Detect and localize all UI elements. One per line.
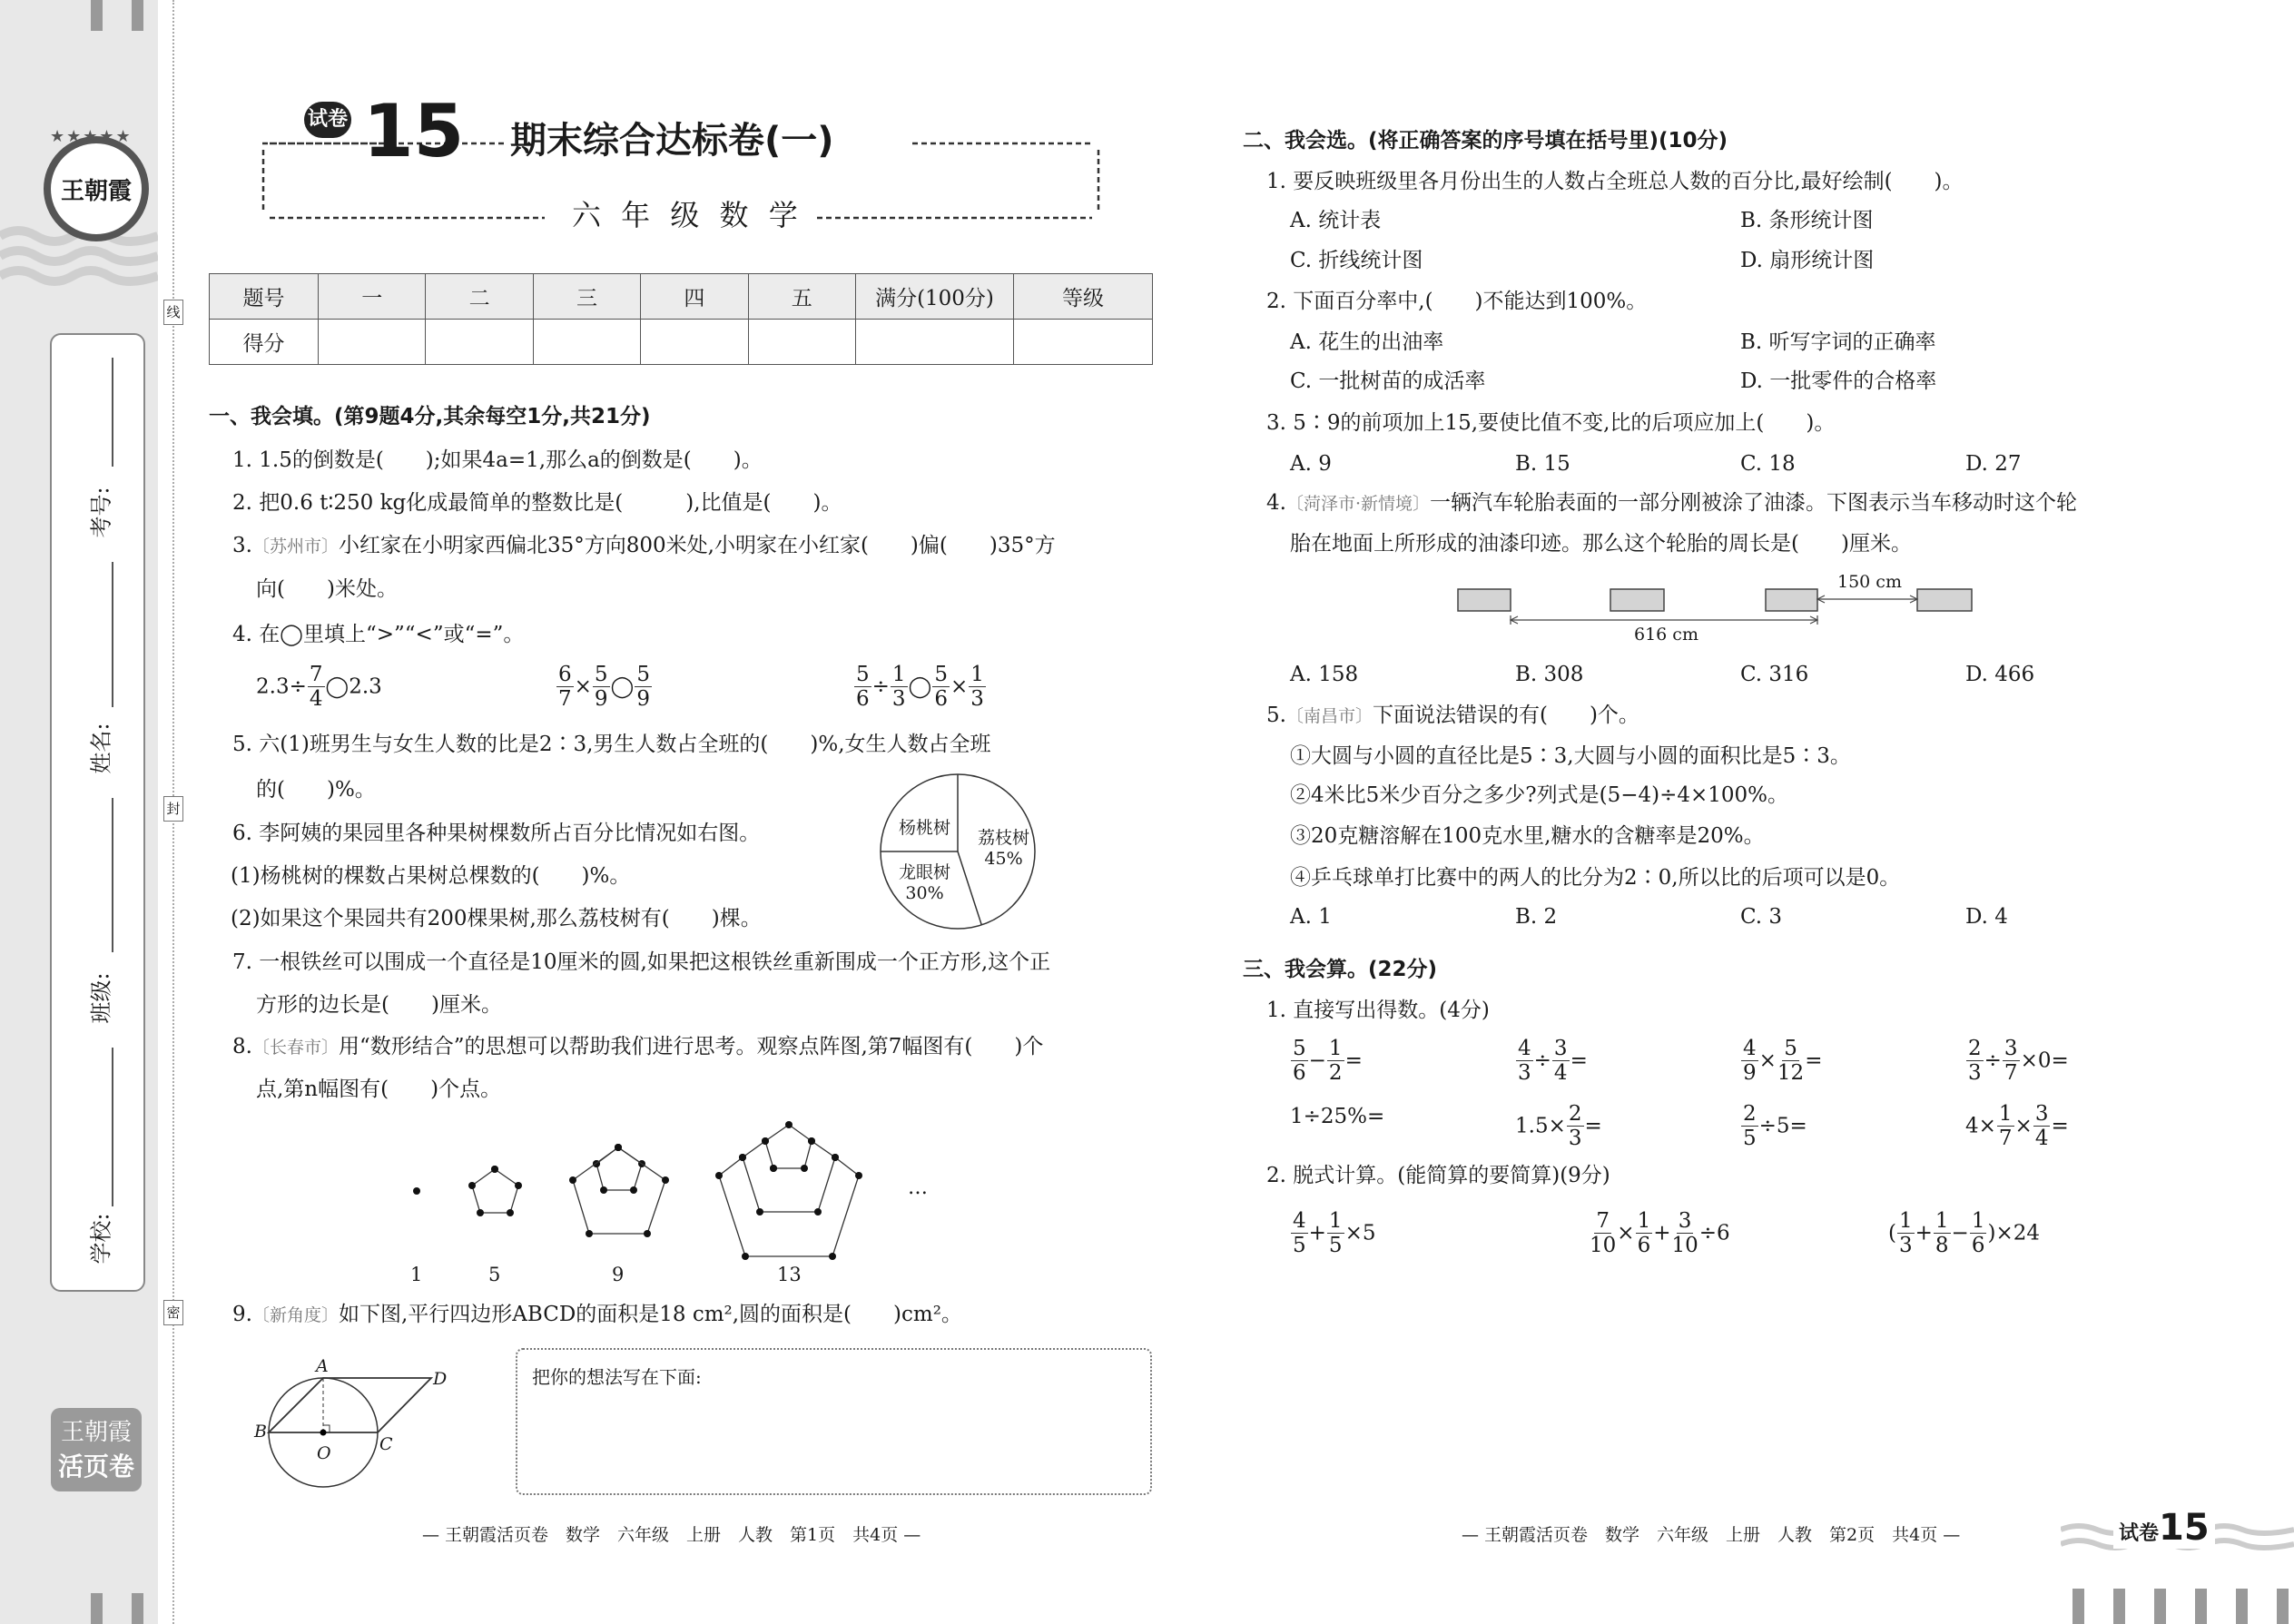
calc-expr bbox=[1515, 1037, 1588, 1085]
fraction bbox=[1590, 1209, 1616, 1257]
denominator: 3 bbox=[1898, 1234, 1913, 1257]
numerator: 7 bbox=[1596, 1209, 1610, 1233]
question-6-sub2: (2)如果这个果园共有200棵果树,那么荔枝树有( )棵。 bbox=[231, 907, 762, 930]
expr-text: ◯ bbox=[610, 674, 635, 699]
numerator: 3 bbox=[2004, 1037, 2018, 1060]
expr-text: = bbox=[1584, 1114, 1602, 1138]
dot-pattern-outline bbox=[765, 1125, 812, 1168]
calc-expr bbox=[1290, 1102, 1384, 1130]
calc-expr bbox=[1740, 1102, 1807, 1150]
numerator: 5 bbox=[1293, 1037, 1306, 1060]
fraction bbox=[1327, 1209, 1344, 1257]
class-field[interactable] bbox=[112, 1048, 113, 1206]
fraction bbox=[1291, 1037, 1308, 1085]
expr-text: )×24 bbox=[1987, 1221, 2040, 1245]
expr-text: = bbox=[2051, 1114, 2069, 1138]
option[interactable]: D. 一批零件的合格率 bbox=[1740, 369, 1937, 393]
numerator: 1 bbox=[1328, 1037, 1343, 1060]
expr-text: − bbox=[1951, 1221, 1969, 1245]
denominator: 4 bbox=[309, 687, 323, 711]
score-cell[interactable] bbox=[856, 320, 1014, 365]
numerator: 4 bbox=[1518, 1037, 1531, 1060]
denominator: 6 bbox=[1971, 1234, 1985, 1257]
numerator: 3 bbox=[1678, 1209, 1692, 1233]
score-cell[interactable] bbox=[748, 320, 855, 365]
numerator: 5 bbox=[856, 663, 870, 686]
question-7: 7. 一根铁丝可以围成一个直径是10厘米的圆,如果把这根铁丝重新围成一个正方形,这个正 bbox=[232, 950, 1051, 974]
expr-text: × bbox=[1617, 1221, 1635, 1245]
fraction bbox=[1777, 1037, 1804, 1085]
figure-label: 5 bbox=[488, 1264, 501, 1285]
expr-text: = bbox=[1344, 1048, 1363, 1073]
dot-pattern-outline bbox=[719, 1157, 859, 1256]
point-label-b: B bbox=[254, 1422, 267, 1442]
choice-question-1: 1. 要反映班级里各月份出生的人数占全班总人数的百分比,最好绘制( )。 bbox=[1266, 170, 1964, 193]
edge-bar bbox=[2113, 1589, 2125, 1624]
fraction bbox=[556, 663, 574, 711]
option[interactable]: A. 158 bbox=[1290, 663, 1359, 686]
fraction bbox=[1291, 1209, 1308, 1257]
dot bbox=[742, 1253, 749, 1260]
denominator: 5 bbox=[1328, 1234, 1343, 1257]
question-4: 4. 在◯里填上“>”“<”或“=”。 bbox=[232, 623, 525, 646]
expr-text: × bbox=[574, 674, 592, 699]
choice-question-4: 4.〔菏泽市·新情境〕一辆汽车轮胎表面的一部分刚被涂了油漆。下图表示当车移动时这个轮 bbox=[1266, 491, 2077, 515]
question-5-cont: 的( )%。 bbox=[256, 778, 376, 802]
numerator: 2 bbox=[1968, 1037, 1982, 1060]
fraction bbox=[2003, 1037, 2020, 1085]
dot bbox=[586, 1230, 593, 1237]
footer-left: — 王朝霞活页卷 数学 六年级 上册 人教 第1页 共4页 — bbox=[422, 1525, 921, 1545]
option[interactable]: D. 4 bbox=[1965, 905, 2008, 929]
calc-expr bbox=[1589, 1209, 1730, 1257]
fraction bbox=[635, 663, 652, 711]
name-label: 姓名: bbox=[89, 722, 114, 774]
dot bbox=[662, 1176, 669, 1184]
score-table bbox=[209, 273, 1153, 365]
option[interactable]: B. 308 bbox=[1515, 663, 1584, 686]
star-icons: ★★★★★ bbox=[50, 127, 133, 146]
dot bbox=[569, 1176, 576, 1184]
dot bbox=[829, 1253, 836, 1260]
option[interactable]: A. 花生的出油率 bbox=[1290, 330, 1444, 354]
paper-number: 15 bbox=[363, 89, 465, 173]
dot bbox=[515, 1182, 522, 1189]
numerator: 1 bbox=[891, 663, 906, 686]
expr-text: ÷ bbox=[871, 674, 890, 699]
figure-label: 9 bbox=[612, 1264, 625, 1285]
table-header: 三 bbox=[533, 274, 640, 320]
fraction bbox=[891, 663, 908, 711]
question-7-cont: 方形的边长是( )厘米。 bbox=[256, 993, 502, 1017]
choice-question-4-cont: 胎在地面上所形成的油漆印迹。那么这个轮胎的周长是( )厘米。 bbox=[1290, 532, 1912, 556]
table-header: 五 bbox=[748, 274, 855, 320]
school-label: 学校: bbox=[89, 1212, 114, 1265]
fraction bbox=[1636, 1209, 1653, 1257]
score-cell[interactable] bbox=[319, 320, 426, 365]
option[interactable]: A. 1 bbox=[1290, 905, 1332, 929]
dot bbox=[808, 1137, 815, 1145]
numerator: 1 bbox=[1971, 1209, 1985, 1233]
expr-text: 1.5× bbox=[1515, 1114, 1566, 1138]
class-label: 班级: bbox=[89, 971, 114, 1024]
table-header: 等级 bbox=[1014, 274, 1153, 320]
pie-label-lychee: 荔枝树 45% bbox=[978, 828, 1030, 869]
dot bbox=[491, 1166, 498, 1173]
question-8-cont: 点,第n幅图有( )个点。 bbox=[256, 1078, 502, 1101]
dot bbox=[413, 1187, 420, 1195]
expr-text: ( bbox=[1888, 1221, 1896, 1245]
statement: ④乒乓球单打比赛中的两人的比分为2∶0,所以比的后项可以是0。 bbox=[1290, 866, 1901, 890]
dot bbox=[644, 1230, 651, 1237]
option[interactable]: D. 466 bbox=[1965, 663, 2035, 686]
dot-pattern-outline bbox=[472, 1169, 518, 1213]
option[interactable]: B. 2 bbox=[1515, 905, 1558, 929]
fraction bbox=[854, 663, 871, 711]
series-logo-bottom: 活页卷 bbox=[57, 1452, 134, 1481]
pie-label-longan: 龙眼树 30% bbox=[899, 862, 951, 903]
option[interactable]: B. 15 bbox=[1515, 452, 1570, 476]
fraction bbox=[1552, 1037, 1570, 1085]
edge-bar bbox=[132, 0, 143, 31]
circle-parallelogram-diagram bbox=[245, 1353, 463, 1498]
choice-question-5: 5.〔南昌市〕下面说法错误的有( )个。 bbox=[1266, 704, 1639, 727]
dot bbox=[832, 1154, 839, 1161]
score-table-header bbox=[210, 274, 1153, 320]
option[interactable]: A. 9 bbox=[1290, 452, 1332, 476]
denominator: 7 bbox=[1998, 1127, 2013, 1150]
dot bbox=[855, 1172, 862, 1179]
dot-pattern-outline bbox=[743, 1141, 835, 1212]
numerator: 5 bbox=[594, 663, 608, 686]
source-tag: 〔长春市〕 bbox=[251, 1038, 339, 1058]
calc-expr bbox=[1740, 1037, 1822, 1085]
point-label-d: D bbox=[433, 1369, 448, 1389]
fraction bbox=[1741, 1037, 1758, 1085]
numerator: 3 bbox=[2034, 1102, 2049, 1126]
statement: ①大圆与小圆的直径比是5∶3,大圆与小圆的面积比是5∶3。 bbox=[1290, 744, 1851, 768]
denominator: 10 bbox=[1671, 1234, 1698, 1257]
section3-title: 三、我会算。(22分) bbox=[1243, 958, 1438, 981]
denominator: 6 bbox=[934, 687, 948, 711]
margin-mark-seal: 封 bbox=[163, 796, 183, 822]
expr-text: + bbox=[1653, 1221, 1671, 1245]
question-6-sub1: (1)杨桃树的棵数占果树总棵数的( )%。 bbox=[231, 864, 631, 888]
option[interactable]: C. 18 bbox=[1740, 452, 1796, 476]
score-row-label: 得分 bbox=[210, 320, 319, 365]
page-subtitle: 六 年 级 数 学 bbox=[563, 196, 812, 234]
fraction bbox=[308, 663, 325, 711]
fraction bbox=[1966, 1037, 1984, 1085]
fraction bbox=[932, 663, 950, 711]
calc-question-1: 1. 直接写出得数。(4分) bbox=[1266, 999, 1490, 1022]
score-cell[interactable] bbox=[1014, 320, 1153, 365]
figure-label: 1 bbox=[410, 1264, 423, 1285]
question-3: 3.〔苏州市〕小红家在小明家西偏北35°方向800米处,小明家在小红家( )偏( )35°方 bbox=[232, 534, 1056, 557]
edge-bar bbox=[2154, 1589, 2166, 1624]
option[interactable]: B. 条形统计图 bbox=[1740, 209, 1874, 232]
point-label-o: O bbox=[317, 1443, 331, 1463]
distance-616: 616 cm bbox=[1634, 625, 1698, 645]
fraction bbox=[1970, 1209, 1987, 1257]
expr-text: ×0= bbox=[2020, 1048, 2069, 1073]
expr-text: − bbox=[1308, 1048, 1326, 1073]
fraction bbox=[2033, 1102, 2051, 1150]
page-title: 期末综合达标卷(一) bbox=[505, 118, 840, 163]
dot bbox=[715, 1172, 723, 1179]
option[interactable]: A. 统计表 bbox=[1290, 209, 1382, 232]
denominator: 5 bbox=[1293, 1234, 1306, 1257]
denominator: 3 bbox=[1968, 1061, 1982, 1085]
numerator: 5 bbox=[1784, 1037, 1797, 1060]
expr-text: ◯ bbox=[908, 674, 932, 699]
ellipsis: … bbox=[908, 1176, 928, 1199]
numerator: 3 bbox=[1553, 1037, 1568, 1060]
denominator: 7 bbox=[2004, 1061, 2018, 1085]
margin-mark-line: 线 bbox=[163, 300, 183, 325]
option[interactable]: B. 听写字词的正确率 bbox=[1740, 330, 1936, 354]
edge-bar bbox=[91, 0, 103, 31]
footer-right: — 王朝霞活页卷 数学 六年级 上册 人教 第2页 共4页 — bbox=[1462, 1525, 1961, 1545]
expr-text: ÷ bbox=[1984, 1048, 2002, 1073]
exam-number-label: 考号: bbox=[89, 486, 114, 538]
option[interactable]: C. 3 bbox=[1740, 905, 1783, 929]
exam-number-field[interactable] bbox=[112, 562, 113, 707]
dot bbox=[468, 1182, 476, 1189]
table-header: 满分(100分) bbox=[856, 274, 1014, 320]
fraction bbox=[1516, 1037, 1533, 1085]
question-3-cont: 向( )米处。 bbox=[256, 577, 398, 601]
edge-bar bbox=[2277, 1589, 2289, 1624]
denominator: 12 bbox=[1777, 1061, 1805, 1085]
score-cell[interactable] bbox=[641, 320, 748, 365]
point-label-c: C bbox=[379, 1434, 393, 1454]
source-tag: 〔菏泽市·新情境〕 bbox=[1285, 494, 1430, 514]
brand-logo-text: 王朝霞 bbox=[60, 177, 132, 205]
numerator: 1 bbox=[1935, 1209, 1949, 1233]
edge-bar bbox=[2195, 1589, 2207, 1624]
edge-bar bbox=[132, 1593, 143, 1624]
series-logo bbox=[51, 1408, 142, 1491]
fraction bbox=[1741, 1102, 1758, 1150]
numerator: 1 bbox=[1898, 1209, 1913, 1233]
figure-label: 13 bbox=[777, 1264, 802, 1285]
fraction bbox=[593, 663, 610, 711]
dot bbox=[477, 1209, 484, 1216]
numerator: 6 bbox=[558, 663, 572, 686]
denominator: 3 bbox=[891, 687, 906, 711]
fraction bbox=[1934, 1209, 1951, 1257]
margin-mark-secret: 密 bbox=[163, 1300, 183, 1325]
expr-text: ÷5= bbox=[1758, 1114, 1807, 1138]
fraction bbox=[1567, 1102, 1584, 1150]
numerator: 5 bbox=[934, 663, 948, 686]
dot bbox=[762, 1137, 769, 1145]
source-tag: 〔苏州市〕 bbox=[251, 536, 339, 556]
denominator: 3 bbox=[970, 687, 984, 711]
dot bbox=[600, 1186, 607, 1194]
expr-text: = bbox=[1570, 1048, 1588, 1073]
dot-pattern-outline bbox=[596, 1147, 642, 1190]
expr-text: + bbox=[1308, 1221, 1326, 1245]
calc-expr bbox=[1965, 1037, 2069, 1085]
denominator: 4 bbox=[1553, 1061, 1568, 1085]
compare-expr bbox=[853, 663, 987, 711]
option[interactable]: C. 316 bbox=[1740, 663, 1809, 686]
denominator: 9 bbox=[636, 687, 650, 711]
dot bbox=[756, 1208, 763, 1216]
numerator: 2 bbox=[1743, 1102, 1757, 1126]
numerator: 5 bbox=[636, 663, 650, 686]
table-header: 四 bbox=[641, 274, 748, 320]
expr-text: 2.3÷ bbox=[256, 674, 307, 699]
denominator: 8 bbox=[1935, 1234, 1949, 1257]
numerator: 1 bbox=[1998, 1102, 2013, 1126]
denominator: 5 bbox=[1743, 1127, 1757, 1150]
expr-text: = bbox=[1805, 1048, 1823, 1073]
dot bbox=[615, 1144, 622, 1151]
numerator: 7 bbox=[309, 663, 323, 686]
fraction bbox=[1997, 1102, 2014, 1150]
calc-expr bbox=[1965, 1102, 2069, 1150]
dot bbox=[739, 1154, 746, 1161]
fraction bbox=[1671, 1209, 1698, 1257]
dot bbox=[785, 1121, 793, 1128]
series-logo-top: 王朝霞 bbox=[60, 1419, 132, 1446]
question-8: 8.〔长春市〕用“数形结合”的思想可以帮助我们进行思考。观察点阵图,第7幅图有( )个 bbox=[232, 1035, 1044, 1058]
compare-expr bbox=[256, 663, 382, 711]
expr-text: ◯2.3 bbox=[325, 674, 382, 699]
expr-text: 1÷25%= bbox=[1290, 1105, 1385, 1128]
expr-text: ×5 bbox=[1344, 1221, 1376, 1245]
expr-text: × bbox=[950, 674, 969, 699]
table-header: 一 bbox=[319, 274, 426, 320]
question-2: 2. 把0.6 t∶250 kg化成最简单的整数比是( ),比值是( )。 bbox=[232, 491, 842, 515]
option[interactable]: C. 一批树苗的成活率 bbox=[1290, 369, 1486, 393]
score-row bbox=[210, 320, 1153, 365]
fraction bbox=[1327, 1037, 1344, 1085]
point-label-a: A bbox=[316, 1356, 329, 1376]
denominator: 3 bbox=[1518, 1061, 1531, 1085]
denominator: 2 bbox=[1328, 1061, 1343, 1085]
numerator: 1 bbox=[1328, 1209, 1343, 1233]
calc-expr bbox=[1290, 1037, 1363, 1085]
score-cell[interactable] bbox=[426, 320, 533, 365]
statement: ②4米比5米少百分之多少?列式是(5−4)÷4×100%。 bbox=[1290, 783, 1789, 807]
numerator: 1 bbox=[1637, 1209, 1651, 1233]
dot bbox=[801, 1165, 808, 1172]
denominator: 7 bbox=[558, 687, 572, 711]
option[interactable]: C. 折线统计图 bbox=[1290, 249, 1423, 272]
expr-text: + bbox=[1915, 1221, 1933, 1245]
source-tag: 〔新角度〕 bbox=[251, 1305, 339, 1325]
expr-text: × bbox=[2014, 1114, 2033, 1138]
pie-label-starfruit: 杨桃树 bbox=[899, 818, 951, 838]
fraction bbox=[969, 663, 986, 711]
statement: ③20克糖溶解在100克水里,糖水的含糖率是20%。 bbox=[1290, 824, 1765, 848]
answer-box-label: 把你的想法写在下面: bbox=[532, 1366, 702, 1388]
section1-title: 一、我会填。(第9题4分,其余每空1分,共21分) bbox=[209, 405, 651, 428]
dot bbox=[770, 1165, 777, 1172]
edge-bar bbox=[2072, 1589, 2084, 1624]
question-5: 5. 六(1)班男生与女生人数的比是2∶3,男生人数占全班的( )%,女生人数占全班 bbox=[232, 733, 991, 756]
denominator: 3 bbox=[1568, 1127, 1582, 1150]
edge-bar bbox=[2236, 1589, 2248, 1624]
denominator: 6 bbox=[856, 687, 870, 711]
expr-text: × bbox=[1758, 1048, 1777, 1073]
denominator: 9 bbox=[1743, 1061, 1757, 1085]
name-field[interactable] bbox=[112, 798, 113, 952]
dot-pattern-figure bbox=[390, 1107, 953, 1298]
calc-expr bbox=[1888, 1209, 2040, 1257]
edge-bar bbox=[91, 1593, 103, 1624]
paper-badge: 试卷 bbox=[304, 102, 351, 138]
compare-expr bbox=[556, 663, 653, 711]
calc-question-2: 2. 脱式计算。(能简算的要简算)(9分) bbox=[1266, 1164, 1610, 1187]
denominator: 6 bbox=[1637, 1234, 1651, 1257]
question-6: 6. 李阿姨的果园里各种果树棵数所占百分比情况如右图。 bbox=[232, 822, 761, 845]
expr-text: ÷ bbox=[1533, 1048, 1551, 1073]
question-1: 1. 1.5的倒数是( );如果4a=1,那么a的倒数是( )。 bbox=[232, 448, 763, 472]
numerator: 4 bbox=[1293, 1209, 1306, 1233]
student-info-box bbox=[50, 333, 145, 1292]
table-header: 题号 bbox=[210, 274, 319, 320]
numerator: 2 bbox=[1568, 1102, 1582, 1126]
option[interactable]: D. 扇形统计图 bbox=[1740, 249, 1875, 272]
brand-logo bbox=[44, 136, 149, 241]
expr-text: ÷6 bbox=[1698, 1221, 1730, 1245]
numerator: 4 bbox=[1743, 1037, 1757, 1060]
question-9: 9.〔新角度〕如下图,平行四边形ABCD的面积是18 cm²,圆的面积是( )cm²。 bbox=[232, 1303, 962, 1326]
distance-150: 150 cm bbox=[1837, 572, 1902, 592]
choice-question-3: 3. 5∶9的前项加上15,要使比值不变,比的后项应加上( )。 bbox=[1266, 411, 1836, 435]
denominator: 9 bbox=[594, 687, 608, 711]
table-header: 二 bbox=[426, 274, 533, 320]
score-cell[interactable] bbox=[533, 320, 640, 365]
expr-text: 4× bbox=[1965, 1114, 1996, 1138]
denominator: 10 bbox=[1590, 1234, 1617, 1257]
choice-question-2: 2. 下面百分率中,( )不能达到100%。 bbox=[1266, 290, 1648, 313]
fraction bbox=[1897, 1209, 1915, 1257]
denominator: 6 bbox=[1293, 1061, 1306, 1085]
corner-paper-badge: 试卷 15 bbox=[2113, 1507, 2215, 1549]
dot bbox=[630, 1186, 637, 1194]
denominator: 4 bbox=[2034, 1127, 2049, 1150]
dot bbox=[814, 1208, 822, 1216]
section2-title: 二、我会选。(将正确答案的序号填在括号里)(10分) bbox=[1243, 129, 1728, 153]
numerator: 1 bbox=[970, 663, 984, 686]
answer-box[interactable] bbox=[516, 1348, 1152, 1495]
option[interactable]: D. 27 bbox=[1965, 452, 2022, 476]
source-tag: 〔南昌市〕 bbox=[1285, 706, 1373, 726]
dot bbox=[507, 1209, 514, 1216]
calc-expr bbox=[1515, 1102, 1602, 1150]
calc-expr bbox=[1290, 1209, 1375, 1257]
